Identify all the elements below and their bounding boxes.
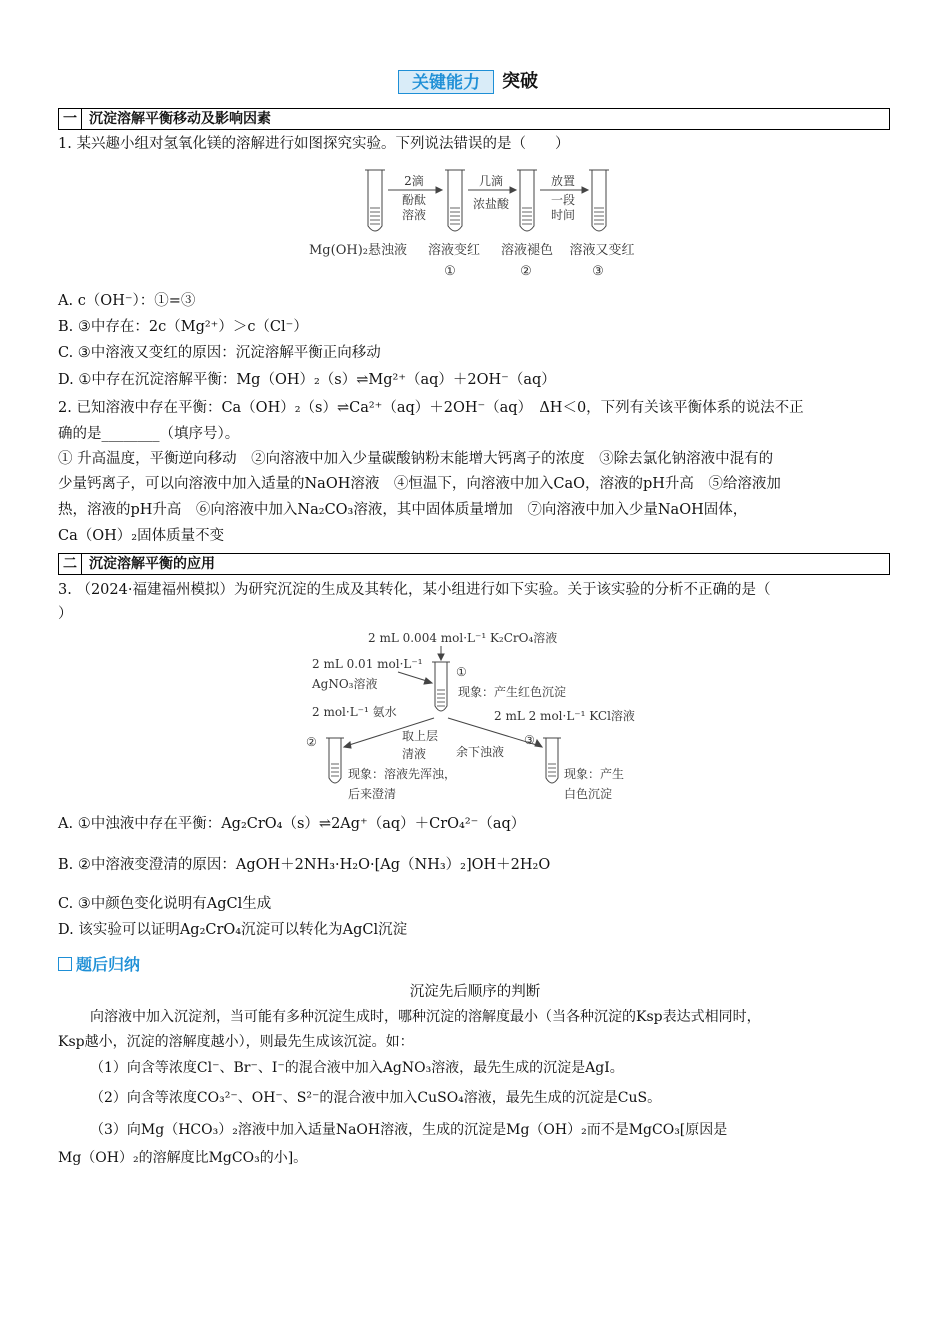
q2-line-3: ① 升高温度，平衡逆向移动 ②向溶液中加入少量碳酸钠粉末能增大钙离子的浓度 ③除去氯化钠溶液中混有的	[58, 451, 774, 467]
section-bar-2	[58, 553, 890, 575]
arrow2-bot: 浓盐酸	[472, 197, 510, 211]
reagent-left-2: AgNO₃溶液	[312, 677, 378, 691]
reagent-kcl: 2 mL 2 mol·L⁻¹ KCl溶液	[494, 709, 635, 723]
tube-number-3: ③	[524, 733, 535, 747]
tube-label-3: 溶液又变红	[569, 243, 635, 258]
q3-option-d: D. 该实验可以证明Ag₂CrO₄沉淀可以转化为AgCl沉淀	[58, 922, 408, 938]
tube-label-0: Mg(OH)₂悬浊液	[309, 243, 407, 258]
rest-label: 余下浊液	[456, 745, 505, 759]
section-title: 沉淀溶解平衡移动及影响因素	[89, 111, 271, 127]
checkbox-icon	[58, 957, 72, 971]
observation-1: 现象：产生红色沉淀	[458, 685, 567, 699]
q2-line-2: 确的是________（填序号）。	[58, 426, 240, 442]
summary-item-3a: （3）向Mg（HCO₃）₂溶液中加入适量NaOH溶液，生成的沉淀是Mg（OH）₂而不是MgCO₃[原因是	[90, 1122, 728, 1138]
reagent-left-1: 2 mL 0.01 mol·L⁻¹	[312, 657, 423, 671]
arrow1-bot: 溶液	[401, 208, 427, 222]
summary-paragraph-line-2: Ksp越小，沉淀的溶解度越小），则最先生成该沉淀。如：	[58, 1034, 414, 1050]
q1-figure	[308, 164, 648, 282]
q3-option-b: B. ②中溶液变澄清的原因：AgOH＋2NH₃·H₂O·[Ag（NH₃）₂]OH＋2H₂O	[58, 857, 551, 873]
section-title: 沉淀溶解平衡的应用	[89, 556, 215, 572]
observation-2a: 现象：溶液先浑浊，	[348, 767, 457, 781]
test-tube-1	[445, 170, 465, 231]
q3-option-c: C. ③中颜色变化说明有AgCl生成	[58, 896, 272, 912]
test-tube-1	[432, 662, 450, 711]
q1-option-d: D. ①中存在沉淀溶解平衡：Mg（OH）₂（s）⇌Mg²⁺（aq）＋2OH⁻（aq）	[58, 372, 556, 388]
summary-heading-text: 题后归纳	[76, 955, 141, 974]
q2-line-4: 少量钙离子，可以向溶液中加入适量的NaOH溶液 ④恒温下，向溶液中加入CaO，溶液的pH升高 ⑤给溶液加	[58, 476, 781, 492]
reagent-top: 2 mL 0.004 mol·L⁻¹ K₂CrO₄溶液	[368, 631, 558, 645]
arrow2-top: 几滴	[478, 174, 504, 188]
q3-line-2: ）	[58, 606, 73, 622]
take-label-1: 取上层	[402, 729, 439, 743]
q2-line-5: 热，溶液的pH升高 ⑥向溶液中加入Na₂CO₃溶液，其中固体质量增加 ⑦向溶液中加入少量NaOH固体，	[58, 502, 748, 518]
arrow3-bot: 时间	[550, 208, 576, 222]
arrow1-mid: 酚酞	[401, 193, 427, 207]
q1-option-c: C. ③中溶液又变红的原因：沉淀溶解平衡正向移动	[58, 345, 381, 361]
q2-line-1: 2. 已知溶液中存在平衡：Ca（OH）₂（s）⇌Ca²⁺（aq）＋2OH⁻（aq） ΔH＜0，下列有关该平衡体系的说法不正	[58, 400, 804, 416]
arrow3-top: 放置	[550, 174, 576, 188]
section-number: 一	[59, 109, 82, 129]
observation-2b: 后来澄清	[348, 787, 397, 801]
summary-item-3b: Mg（OH）₂的溶解度比MgCO₃的小]。	[58, 1150, 308, 1166]
q1-option-a: A. c（OH⁻）：①=③	[58, 293, 196, 309]
q3-line-1: 3. （2024·福建福州模拟）为研究沉淀的生成及其转化，某小组进行如下实验。关于该实验的分析不正确的是（	[58, 582, 771, 598]
q3-option-a: A. ①中浊液中存在平衡：Ag₂CrO₄（s）⇌2Ag⁺（aq）＋CrO₄²⁻（aq）	[58, 816, 526, 832]
reagent-ammonia: 2 mol·L⁻¹ 氨水	[312, 705, 397, 719]
tube-number-1: ①	[444, 264, 456, 279]
tube-number-3: ③	[592, 264, 604, 279]
tube-number-2: ②	[520, 264, 532, 279]
tube-label-2: 溶液褪色	[500, 243, 554, 258]
question-1-stem: 1. 某兴趣小组对氢氧化镁的溶解进行如图探究实验。下列说法错误的是（ ）	[58, 136, 570, 152]
test-tube-3	[589, 170, 609, 231]
arrow3-mid: 一段	[550, 193, 576, 207]
tube-number-1: ①	[456, 665, 467, 679]
summary-item-2: （2）向含等浓度CO₃²⁻、OH⁻、S²⁻的混合液中加入CuSO₄溶液，最先生成的沉淀是CuS。	[90, 1090, 662, 1106]
q3-figure	[298, 628, 658, 808]
observation-3a: 现象：产生	[564, 767, 625, 781]
summary-paragraph-line-1: 向溶液中加入沉淀剂，当可能有多种沉淀生成时，哪种沉淀的溶解度最小（当各种沉淀的Ksp表达式相同时，	[90, 1009, 761, 1025]
take-label-2: 清液	[402, 747, 427, 761]
test-tube-0	[365, 170, 385, 231]
header-badge: 关键能力	[398, 70, 494, 94]
tube-label-1: 溶液变红	[427, 243, 481, 258]
q2-line-6: Ca（OH）₂固体质量不变	[58, 528, 225, 544]
q1-option-b: B. ③中存在：2c（Mg²⁺）＞c（Cl⁻）	[58, 319, 308, 335]
observation-3b: 白色沉淀	[564, 787, 613, 801]
section-number: 二	[59, 554, 82, 574]
summary-item-1: （1）向含等浓度Cl⁻、Br⁻、I⁻的混合液中加入AgNO₃溶液，最先生成的沉淀是AgI。	[90, 1060, 624, 1076]
arrow1-top: 2滴	[404, 174, 424, 188]
header-title: 突破	[502, 71, 538, 92]
summary-title: 沉淀先后顺序的判断	[409, 984, 541, 1000]
tube-number-2: ②	[306, 735, 317, 749]
section-bar-1	[58, 108, 890, 130]
test-tube-2	[517, 170, 537, 231]
